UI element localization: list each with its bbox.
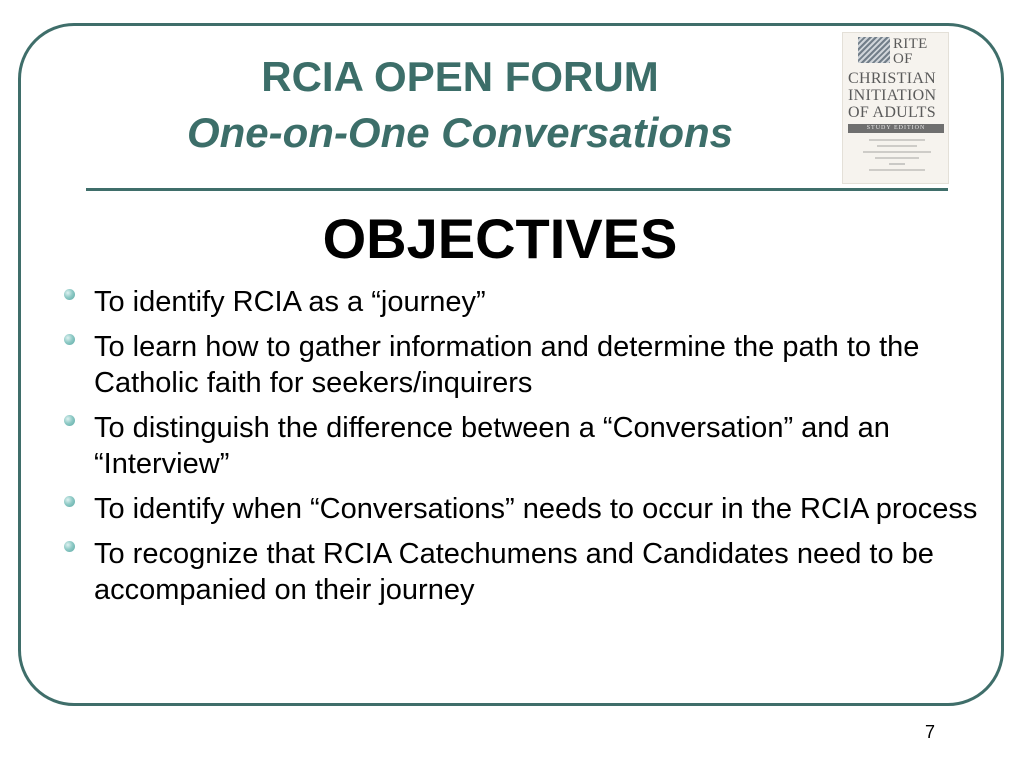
slide-subtitle: One-on-One Conversations [186,109,734,156]
logo-text-rite: RITE [893,36,928,52]
list-item [60,329,1000,401]
list-item [60,491,1000,527]
page-number: 7 [924,722,935,742]
list-item [60,410,1000,482]
objectives-list [60,284,1000,617]
bullet-icon [64,415,75,426]
logo-text-christian: CHRISTIAN [848,70,937,87]
logo-text-initiation: INITIATION [848,87,937,104]
bullet-icon [64,334,75,345]
list-item-text: To learn how to gather information and determine the path to the Catholic faith for seekers/inquirers [94,331,920,399]
book-cover-art-icon [858,37,890,63]
slide-title: RCIA OPEN FORUM [261,53,659,100]
list-item-text: To identify when “Conversations” needs to occur in the RCIA process [94,493,978,525]
title-divider [86,188,948,191]
logo-text-of: OF [893,51,913,67]
logo-text-of-adults: OF ADULTS [848,104,936,121]
bullet-icon [64,496,75,507]
list-item-text: To distinguish the difference between a “Conversation” and an “Interview” [94,412,890,480]
list-item-text: To identify RCIA as a “journey” [94,286,486,318]
bullet-icon [64,541,75,552]
fine-print-lines-icon [851,137,943,177]
logo-edition-band: STUDY EDITION [848,124,944,133]
logo-fine-print [851,137,943,180]
list-item [60,536,1000,608]
list-item [60,284,1000,320]
list-item-text: To recognize that RCIA Catechumens and Candidates need to be accompanied on their journey [94,538,934,606]
objectives-heading: OBJECTIVES [322,207,678,270]
rcia-book-cover-logo [843,33,948,183]
bullet-icon [64,289,75,300]
